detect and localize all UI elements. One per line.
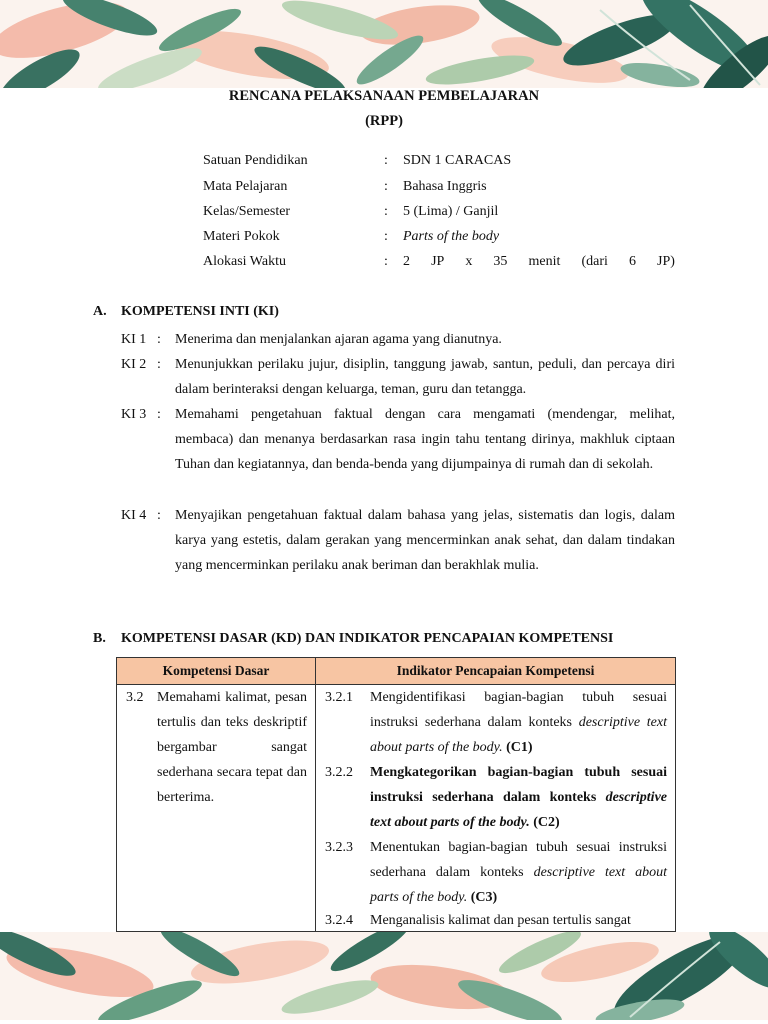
ki-colon: : [157,332,161,347]
kd-text: Memahami kalimat, pesan tertulis dan teks deskriptif bergambar sangat sederhana secara tepat dan berterima. [157,690,307,805]
identity-label: Alokasi Waktu [203,254,286,269]
ki-text: Menyajikan pengetahuan faktual dalam bahasa yang jelas, sistematis dan logis, dalam karya yang estetis, dalam gerakan yang mencerminkan anak sehat, dan dalam tindakan yang mencerminkan perilaku anak beriman dan berakhlak mulia. [175,508,675,573]
identity-colon: : [384,229,388,244]
alokasi-word: 6 [628,254,636,269]
indicator-text [370,760,667,835]
identity-value: 5 (Lima) / Ganjil [403,204,499,219]
identity-value: Bahasa Inggris [403,179,487,194]
alokasi-word: 35 [493,254,508,269]
alokasi-word: 2 [403,254,410,269]
alokasi-word: JP) [657,254,675,269]
section-title: KOMPETENSI DASAR (KD) DAN INDIKATOR PENCAPAIAN KOMPETENSI [121,631,614,646]
ki-item-1 [121,327,675,352]
indicator-level: (C2) [533,815,560,830]
document-subtitle: (RPP) [365,113,403,129]
alokasi-word: x [465,254,473,269]
indicator-header: Indikator Pencapaian Kompetensi [316,658,676,685]
leaf-pattern-bottom [0,932,768,1020]
ki-item-4 [121,503,675,578]
identity-label: Mata Pelajaran [203,179,288,194]
indicator-italic-text: descriptive text about parts of the body. [370,865,667,905]
ki-item-2 [121,352,675,402]
identity-row-satuan [203,153,675,175]
kd-table [116,657,676,932]
section-title: KOMPETENSI INTI (KI) [121,304,279,319]
identity-label: Materi Pokok [203,229,280,244]
indicator-level: (C1) [506,740,533,755]
ki-text: Menerima dan menjalankan ajaran agama yang dianutnya. [175,332,502,347]
kd-number: 3.2 [126,690,144,705]
indicator-number: 3.2.4 [325,913,353,928]
identity-label: Satuan Pendidikan [203,153,308,168]
leaf-pattern-top [0,0,768,88]
identity-row-mapel [203,179,675,201]
identity-row-materi [203,229,675,251]
indicator-level: (C3) [470,890,498,905]
ki-label: KI 3 [121,407,147,422]
indicator-item [316,908,667,931]
identity-value: SDN 1 CARACAS [403,153,512,168]
ki-colon: : [157,508,161,523]
indicator-main-text: Mengidentifikasi bagian-bagian tubuh sesuai instruksi sederhana dalam konteks [370,690,667,730]
indicator-text: Menganalisis kalimat dan pesan tertulis sangat [370,913,631,928]
kd-table-header-row [117,658,676,685]
indicator-italic-text: descriptive text about parts of the body. [370,790,667,830]
ki-text: Menunjukkan perilaku jujur, disiplin, tanggung jawab, santun, peduli, dan percaya diri dalam berinteraksi dengan keluarga, teman, guru dan tetangga. [175,357,675,397]
indicator-number: 3.2.1 [325,690,353,705]
ki-label: KI 4 [121,508,147,523]
kd-header: Kompetensi Dasar [117,658,316,685]
identity-value: Parts of the body [403,229,500,244]
identity-colon: : [384,254,388,269]
top-leaf-banner [0,0,768,88]
indicator-item [316,685,667,760]
document-title: RENCANA PELAKSANAAN PEMBELAJARAN [228,88,540,104]
alokasi-word: (dari [581,254,608,269]
indicator-number: 3.2.3 [325,840,353,855]
identity-row-kelas [203,204,675,226]
indicator-cell [316,685,676,932]
kd-cell [117,685,316,932]
indicator-italic-text: descriptive text about parts of the body. [370,715,667,755]
alokasi-word: menit [528,254,561,269]
indicator-item [316,760,667,835]
ki-label: KI 1 [121,332,147,347]
identity-colon: : [384,204,388,219]
indicator-number: 3.2.2 [325,765,353,780]
identity-colon: : [384,179,388,194]
section-letter: B. [93,631,106,646]
ki-text: Memahami pengetahuan faktual dengan cara mengamati (mendengar, melihat, membaca) dan menanya berdasarkan rasa ingin tahu tentang dirinya, makhluk ciptaan Tuhan dan kegiatannya, dan benda-benda yang dijumpainya di rumah dan di sekolah. [175,407,675,472]
ki-item-3 [121,402,675,477]
indicator-text [370,835,667,910]
identity-row-alokasi [203,254,675,276]
identity-value [403,254,675,270]
indicator-text [370,685,667,760]
ki-colon: : [157,357,161,372]
indicator-item [316,835,667,910]
table-row [117,685,676,932]
section-letter: A. [93,304,107,319]
indicator-main-text: Mengkategorikan bagian-bagian tubuh sesuai instruksi sederhana dalam konteks [370,765,667,805]
bottom-leaf-banner [0,932,768,1020]
ki-colon: : [157,407,161,422]
ki-label: KI 2 [121,357,147,372]
indicator-main-text: Menentukan bagian-bagian tubuh sesuai instruksi sederhana dalam konteks [370,840,667,880]
alokasi-word: JP [431,254,445,269]
identity-colon: : [384,153,388,168]
identity-label: Kelas/Semester [203,204,291,219]
